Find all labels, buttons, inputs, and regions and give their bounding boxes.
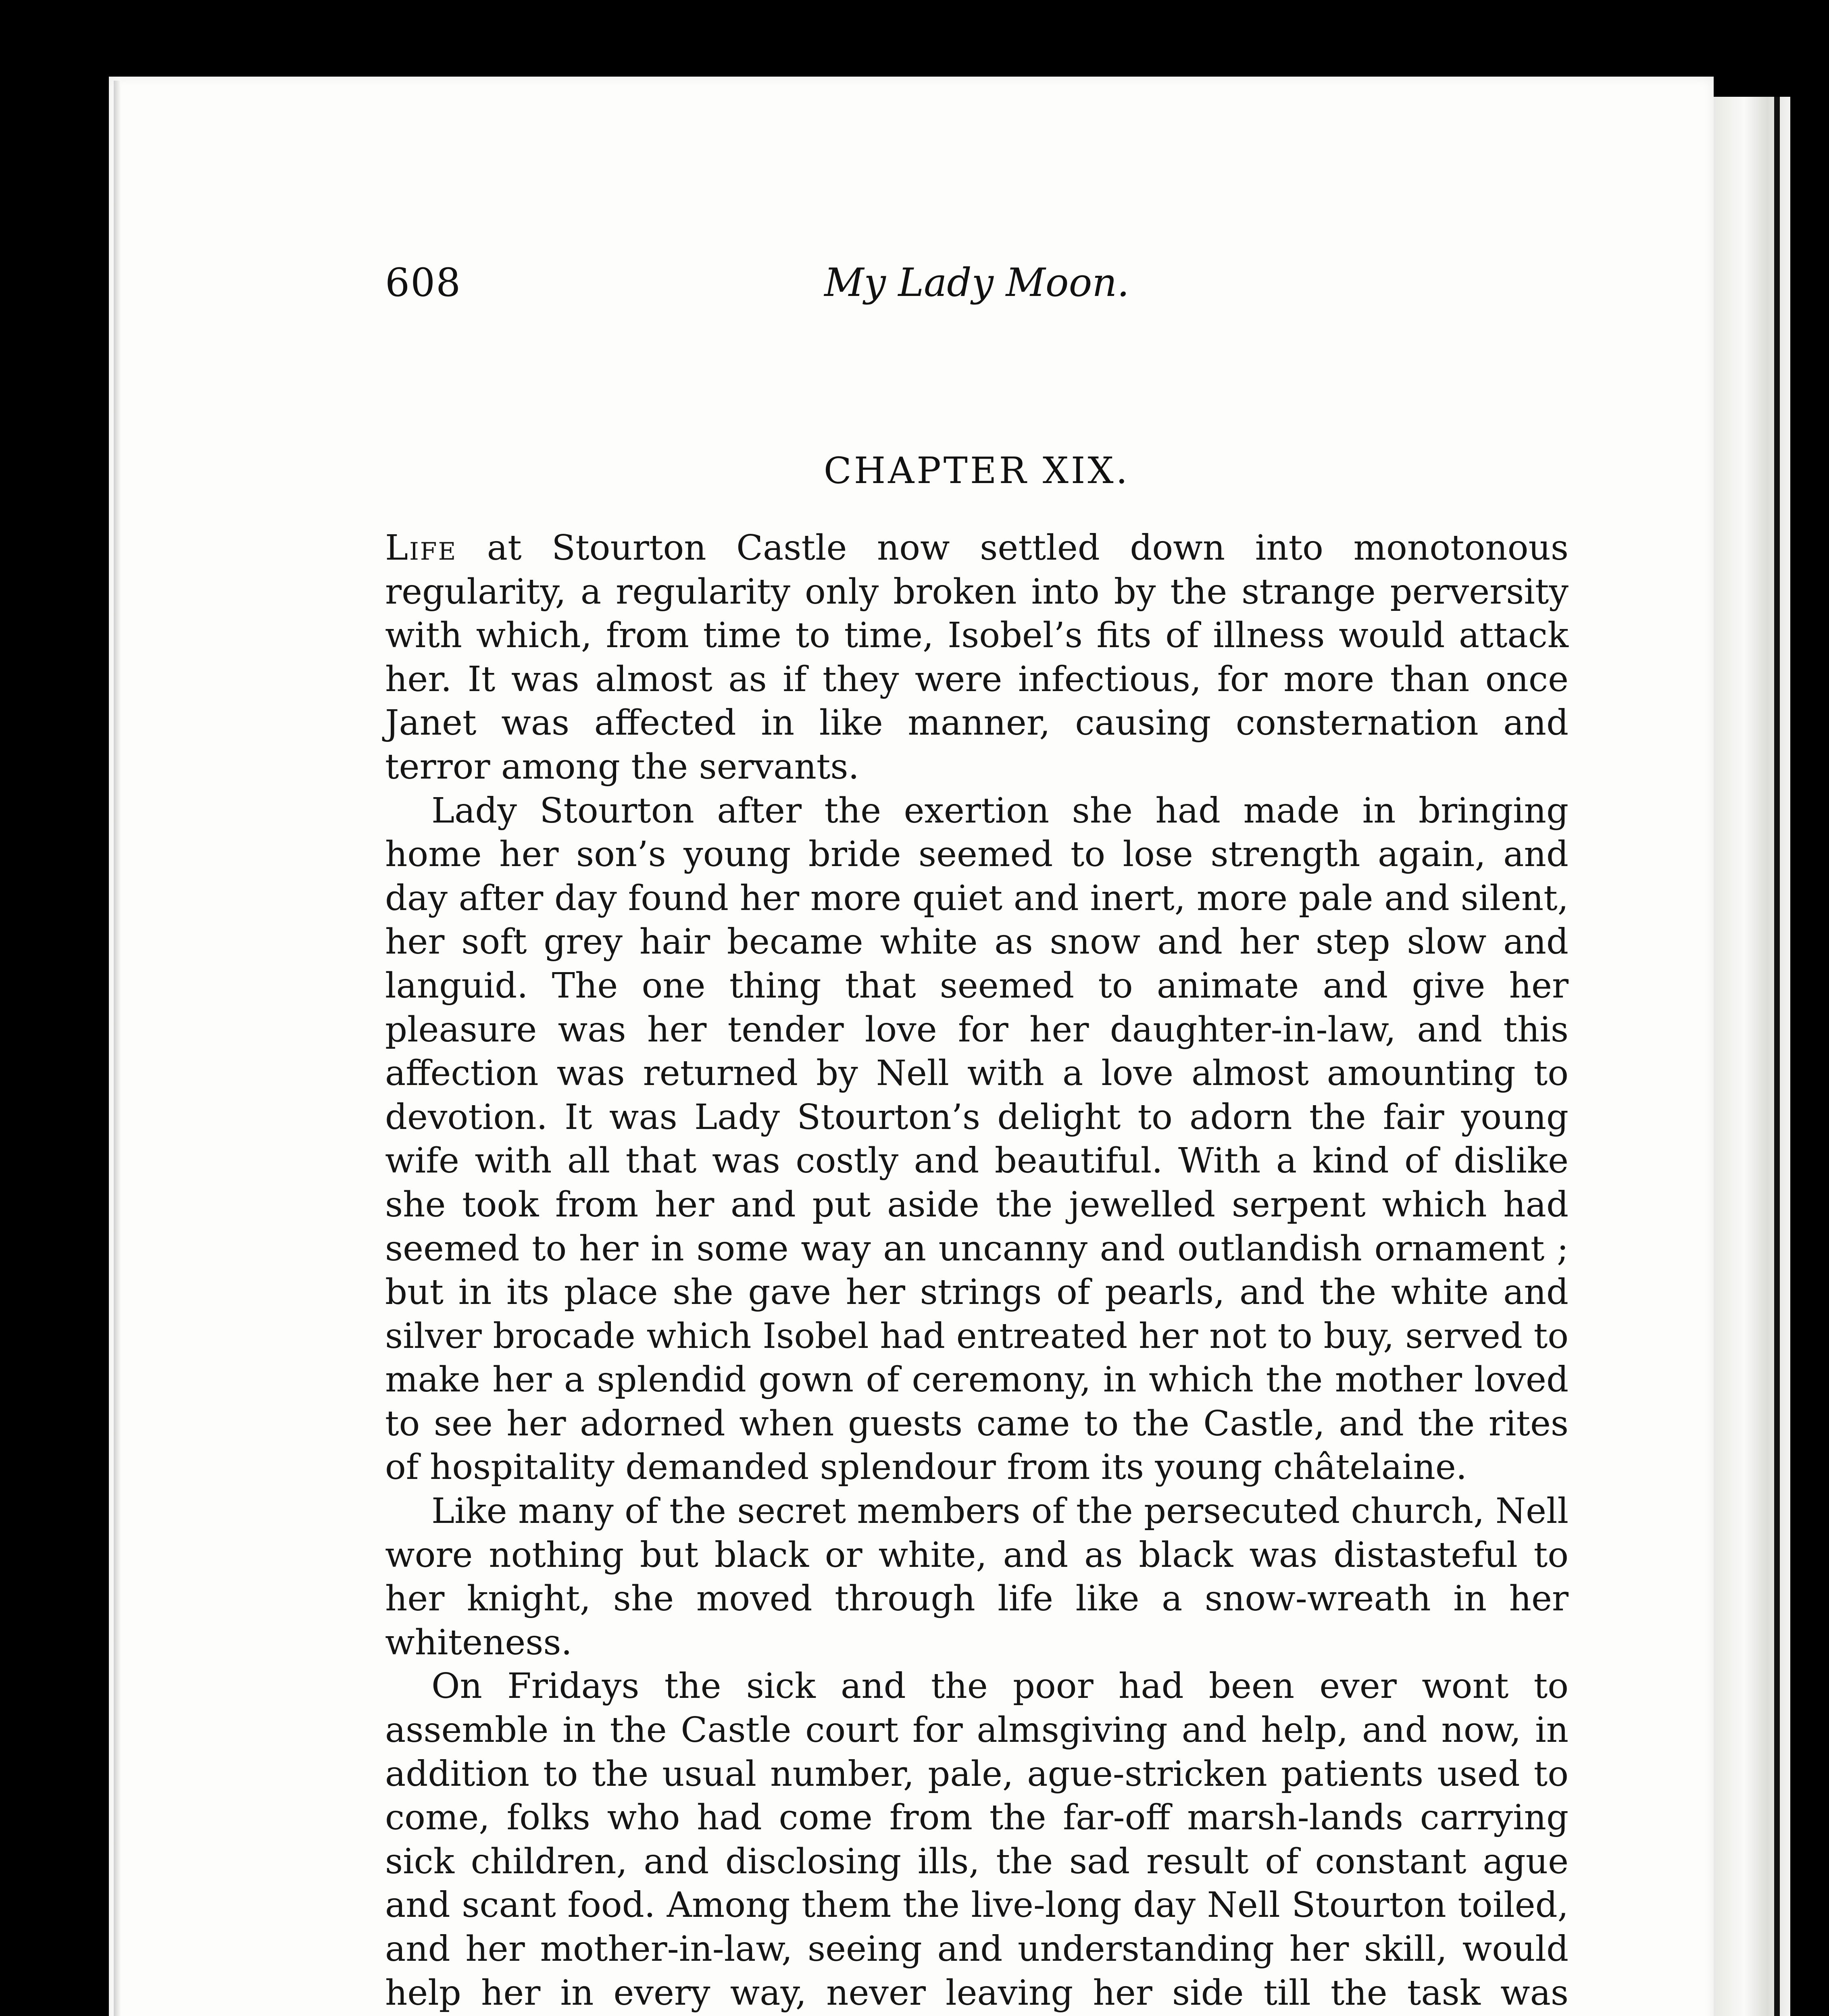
page-number: 608 [385, 260, 462, 305]
chapter-heading: CHAPTER XIX. [823, 450, 1130, 492]
running-title: My Lady Moon. [824, 260, 1129, 305]
running-head [385, 260, 1569, 308]
paragraph: Like many of the secret members of the persecuted church, Nell wore nothing but black or white, and as black was distasteful to her knight, she moved through life like a snow-wreath in her whiteness. [385, 1491, 1569, 1663]
paragraph: Lady Stourton after the exertion she had made in bringing home her son’s young bride seemed to lose strength again, and day after day found her more quiet and inert, more pale and silent, her soft grey hair became white as snow and her step slow and languid. The one thing that seemed to animate and give her pleasure was her tender love for her daughter-in-law, and this affection was returned by Nell with a love almost amounting to devotion. It was Lady Stourton’s delight to adorn the fair young wife with all that was costly and beautiful. With a kind of dislike she took from her and put aside the jewelled serpent which had seemed to her in some way an uncanny and outlandish ornament ; but in its place she gave her strings of pearls, and the white and silver brocade which Isobel had entreated her not to buy, served to make her a splendid gown of ceremony, in which the mother loved to see her adorned when guests came to the Castle, and the rites of hospitality demanded splendour from its young châtelaine. [385, 790, 1569, 1488]
paragraph-text: at Stourton Castle now settled down into monotonous regularity, a regularity only broken into by the strange perversity with which, from time to time, Isobel’s fits of illness would attack her. It was almost as if they were infectious, for more than once Janet was affected in like manner, causing consternation and terror among the servants. [385, 528, 1569, 787]
paragraph [385, 526, 1569, 789]
page-edge-right [1714, 97, 1790, 2016]
page-edge-left [114, 81, 121, 2016]
paragraph: On Fridays the sick and the poor had been ever wont to assemble in the Castle court for almsgiving and help, and now, in addition to the usual number, pale, ague-stricken patients used to come, folks who had come from the far-off marsh-lands carrying sick children, and disclosing ills, the sad result of constant ague and scant food. Among them the live-long day Nell Stourton toiled, and her mother-in-law, seeing and understanding her skill, would help her in every way, never leaving her side till the task was [385, 1666, 1569, 2013]
body-text [385, 526, 1569, 2016]
paragraph-lead-smallcaps: Life [385, 528, 457, 568]
